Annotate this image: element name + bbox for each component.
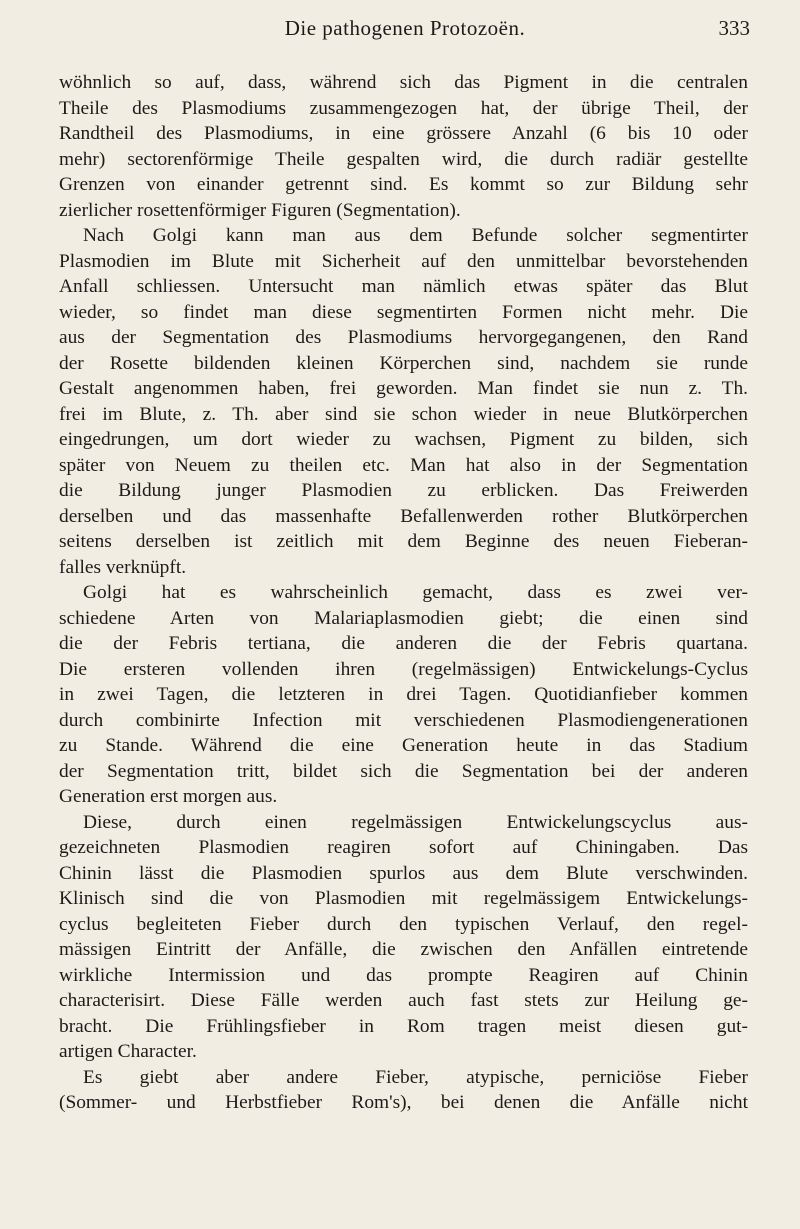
text-line: mehr) sectorenförmige Theile gespalten wird, die durch radiär gestellte xyxy=(59,148,748,170)
text-line: Theile des Plasmodiums zusammengezogen hat, der übrige Theil, der xyxy=(59,97,748,119)
text-line: seitens derselben ist zeitlich mit dem Beginne des neuen Fieberan- xyxy=(59,531,748,552)
text-line: wieder, so findet man diese segmentirten Formen nicht mehr. Die xyxy=(59,301,748,323)
text-line: in zwei Tagen, die letzteren in drei Tagen. Quotidianfieber kommen xyxy=(59,684,748,705)
text-line: später von Neuem zu theilen etc. Man hat also in der Segmentation xyxy=(59,454,748,476)
text-line: Nach Golgi kann man aus dem Befunde solcher segmentirter xyxy=(83,225,748,246)
text-line: zierlicher rosettenförmiger Figuren (Segmentation). xyxy=(59,199,461,221)
text-line: gezeichneten Plasmodien reagiren sofort auf Chiningaben. Das xyxy=(59,837,748,858)
text-line: Gestalt angenommen haben, frei geworden. Man findet sie nun z. Th. xyxy=(59,378,748,399)
text-line: Grenzen von einander getrennt sind. Es kommt so zur Bildung sehr xyxy=(59,174,748,195)
text-line: falles verknüpft. xyxy=(59,556,187,578)
text-line: Generation erst morgen aus. xyxy=(59,786,278,807)
text-line: wirkliche Intermission und das prompte Reagiren auf Chinin xyxy=(59,964,748,986)
text-line: (Sommer- und Herbstfieber Rom's), bei denen die Anfälle nicht xyxy=(59,1092,748,1113)
text-line: derselben und das massenhafte Befallenwerden rother Blutkörperchen xyxy=(59,505,748,527)
text-line: eingedrungen, um dort wieder zu wachsen, Pigment zu bilden, sich xyxy=(59,429,748,450)
text-line: Randtheil des Plasmodiums, in eine grössere Anzahl (6 bis 10 oder xyxy=(59,123,748,144)
text-line: cyclus begleiteten Fieber durch den typischen Verlauf, den regel- xyxy=(59,913,748,935)
text-line: characterisirt. Diese Fälle werden auch fast stets zur Heilung ge- xyxy=(59,990,748,1011)
text-line: Diese, durch einen regelmässigen Entwickelungscyclus aus- xyxy=(83,811,748,833)
text-line: der Rosette bildenden kleinen Körperchen sind, nachdem sie runde xyxy=(59,352,748,374)
text-line: Chinin lässt die Plasmodien spurlos aus dem Blute verschwinden. xyxy=(59,862,748,884)
page-header xyxy=(60,10,750,44)
text-line: frei im Blute, z. Th. aber sind sie schon wieder in neue Blutkörperchen xyxy=(59,403,748,425)
text-line: zu Stande. Während die eine Generation heute in das Stadium xyxy=(59,735,748,756)
text-line: Golgi hat es wahrscheinlich gemacht, dass es zwei ver- xyxy=(83,582,748,603)
text-line: bracht. Die Frühlingsfieber in Rom tragen meist diesen gut- xyxy=(59,1015,748,1037)
text-line: wöhnlich so auf, dass, während sich das Pigment in die centralen xyxy=(59,72,748,93)
text-line: die Bildung junger Plasmodien zu erblicken. Das Freiwerden xyxy=(59,480,748,501)
text-line: Klinisch sind die von Plasmodien mit regelmässigem Entwickelungs- xyxy=(59,888,748,909)
body-text xyxy=(59,70,748,1116)
text-line: schiedene Arten von Malariaplasmodien giebt; die einen sind xyxy=(59,607,748,629)
text-line: Es giebt aber andere Fieber, atypische, perniciöse Fieber xyxy=(83,1066,748,1088)
text-line: aus der Segmentation des Plasmodiums hervorgegangenen, den Rand xyxy=(59,327,748,348)
text-line: Plasmodien im Blute mit Sicherheit auf den unmittelbar bevorstehenden xyxy=(59,250,748,272)
text-line: durch combinirte Infection mit verschiedenen Plasmodiengenerationen xyxy=(59,709,748,731)
text-line: artigen Character. xyxy=(59,1041,197,1062)
page-number: 333 xyxy=(718,16,750,40)
text-line: Anfall schliessen. Untersucht man nämlich etwas später das Blut xyxy=(59,276,748,297)
text-line: der Segmentation tritt, bildet sich die Segmentation bei der anderen xyxy=(59,760,748,782)
text-line: die der Febris tertiana, die anderen die der Febris quartana. xyxy=(59,633,748,654)
running-title: Die pathogenen Protozoën. xyxy=(284,16,526,40)
text-line: Die ersteren vollenden ihren (regelmässigen) Entwickelungs-Cyclus xyxy=(59,658,748,680)
text-line: mässigen Eintritt der Anfälle, die zwischen den Anfällen eintretende xyxy=(59,939,748,960)
